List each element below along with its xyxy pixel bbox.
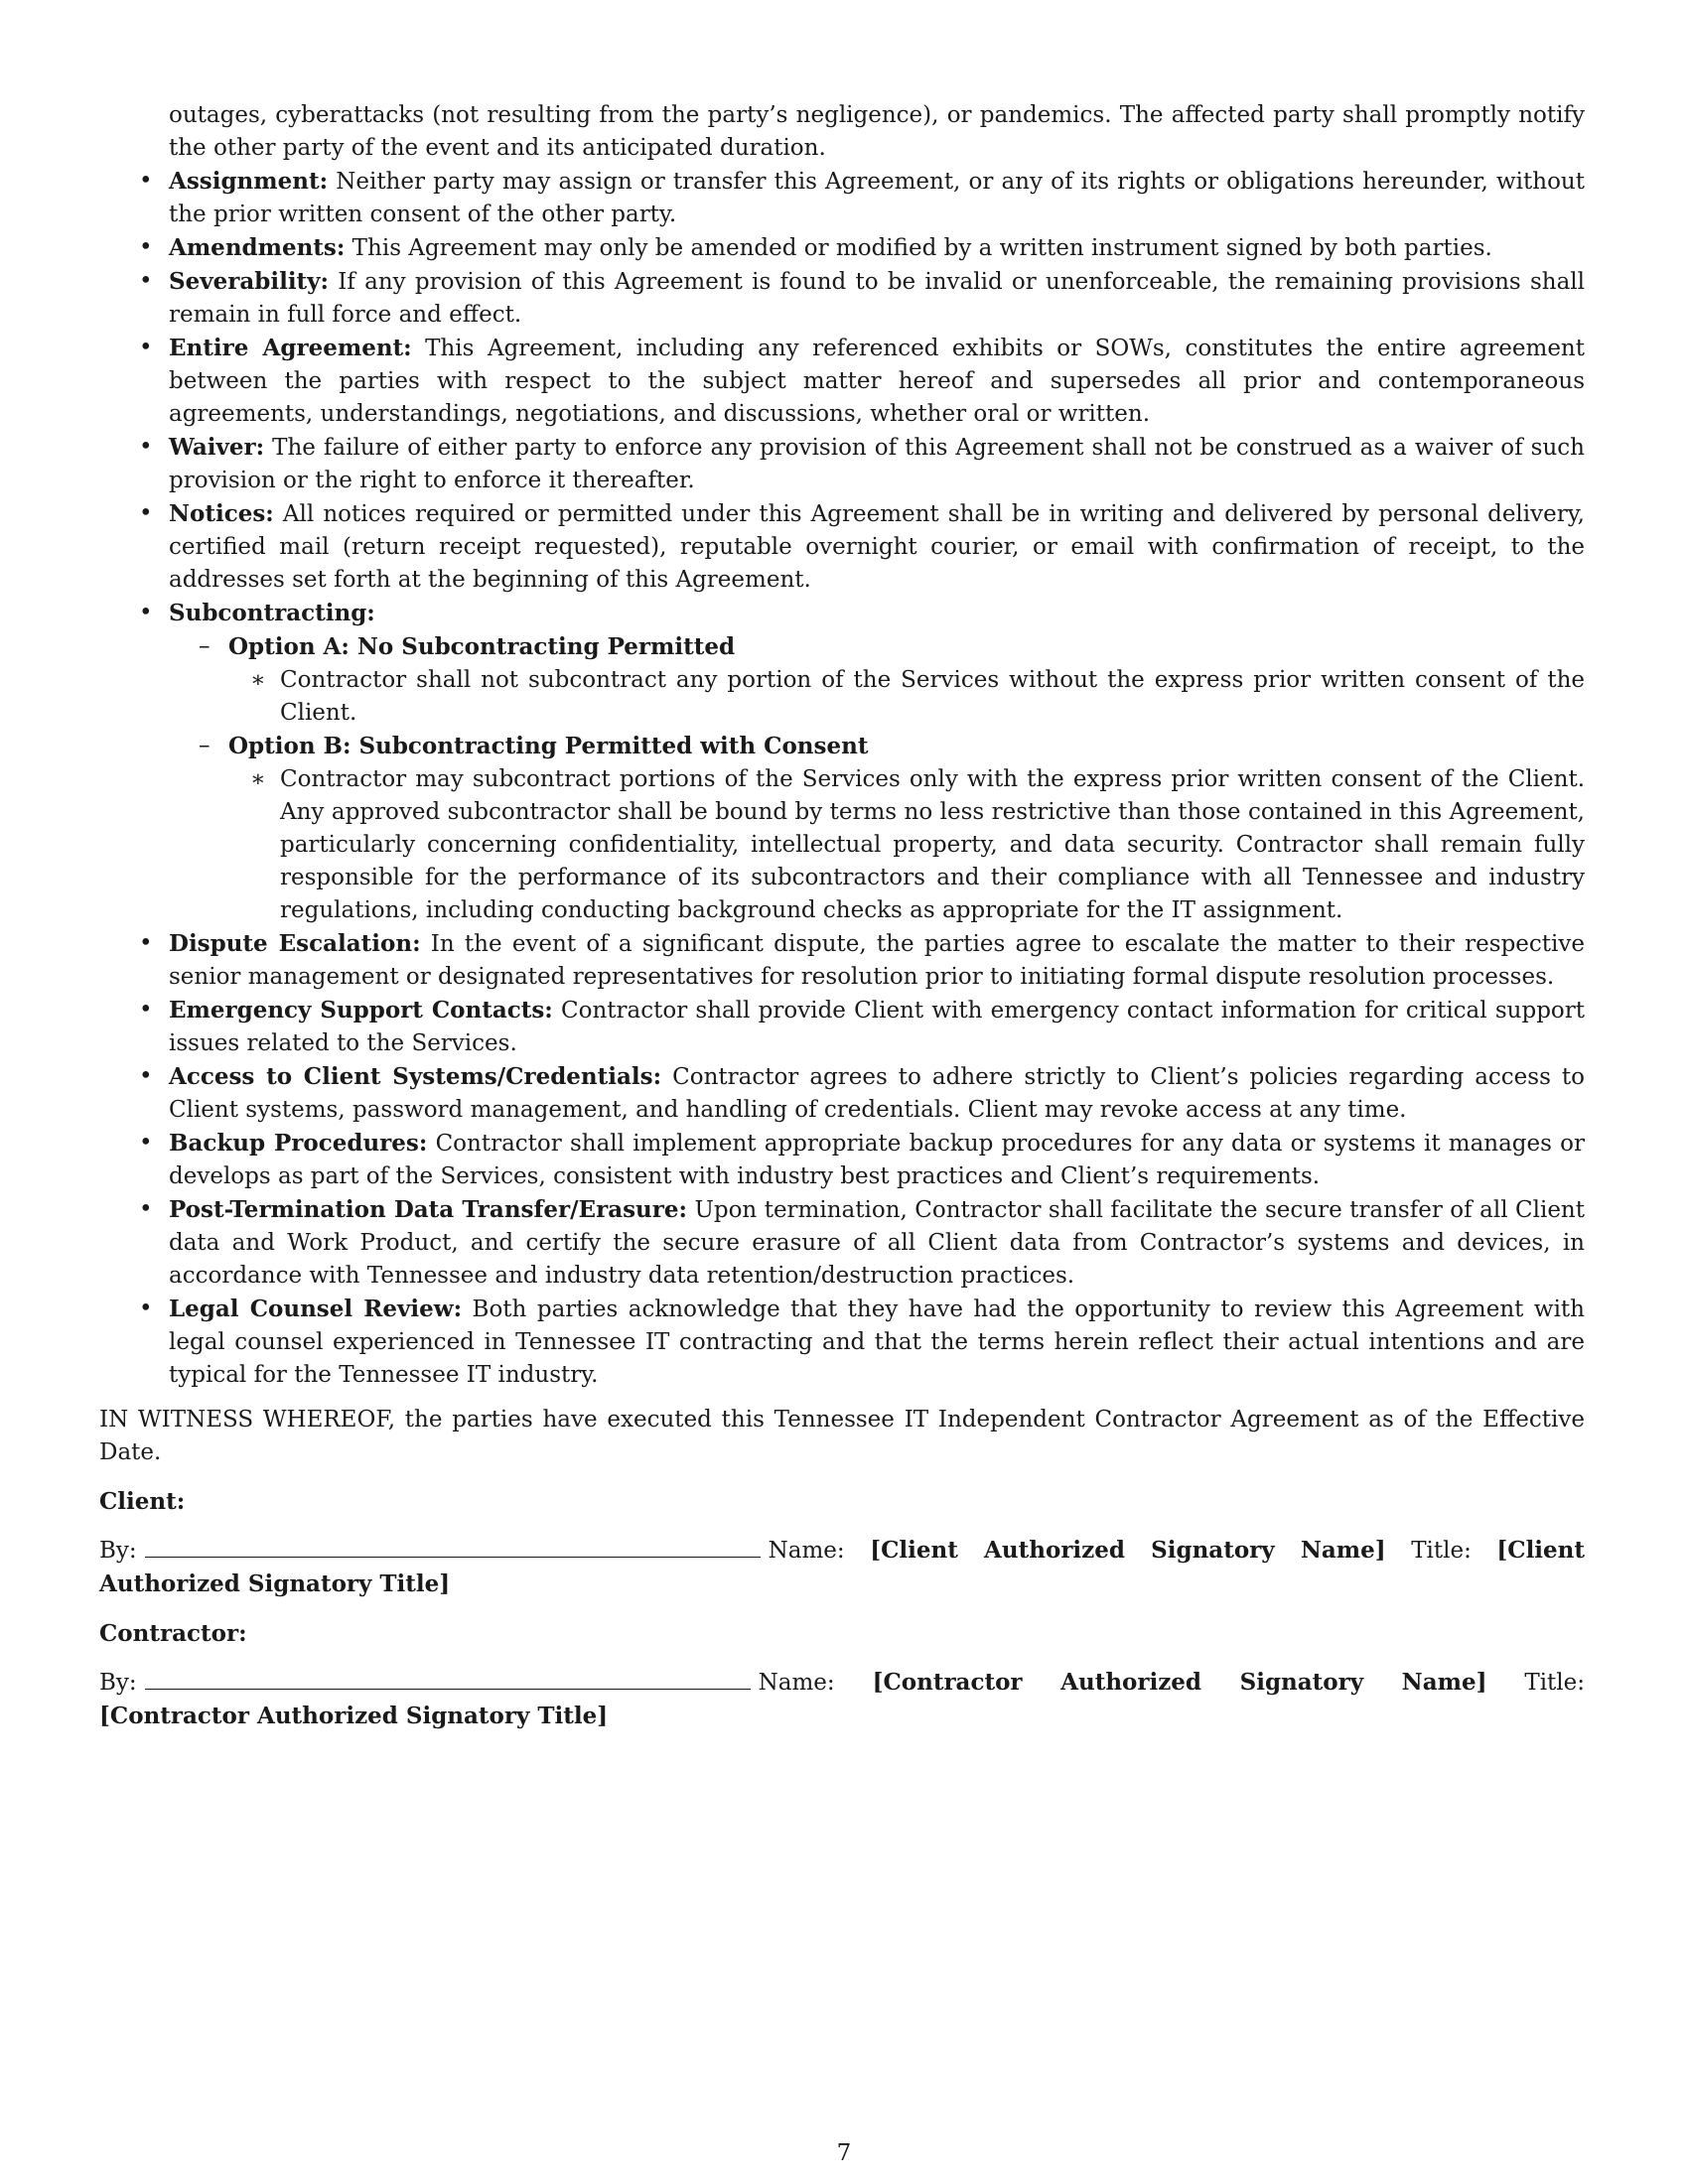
clause-title: Entire Agreement: [169,335,412,361]
clause-title: Assignment: [169,168,329,195]
clause-title: Emergency Support Contacts: [169,997,553,1024]
client-name-value: [Client Authorized Signatory Name] [870,1537,1386,1564]
clause-text: In the event of a significant dispute, the parties agree to escalate the matter to their respective senior management or designated representatives for resolution prior to initiating formal dispute resolution processes. [169,931,1585,990]
client-signature-block [99,1534,1585,1601]
clause-title: Legal Counsel Review: [169,1296,463,1322]
clause-dispute-escalation [99,927,1585,994]
option-title: Option A: No Subcontracting Permitted [228,633,736,660]
clause-text: The failure of either party to enforce any provision of this Agreement shall not be construed as a waiver of such provision or the right to enforce it thereafter. [169,435,1585,493]
clause-title: Post-Termination Data Transfer/Erasure: [169,1196,688,1223]
clause-access-credentials [99,1060,1585,1127]
clause-text: Neither party may assign or transfer this Agreement, or any of its rights or obligations hereunder, without the prior written consent of the other party. [169,169,1585,227]
clause-title: Dispute Escalation: [169,930,421,957]
clause-backup-procedures [99,1127,1585,1193]
clause-text: Contractor agrees to adhere strictly to Client’s policies regarding access to Client systems, password management, and handling of credentials. Client may revoke access at any time. [169,1064,1586,1123]
clause-title: Backup Procedures: [169,1130,428,1157]
option-a-text: ∗ Contractor shall not subcontract any portion of the Services without the express prior written consent of the Client. [228,664,1585,730]
client-signature-line[interactable] [145,1535,761,1558]
name-label: Name: [758,1670,835,1696]
clause-text: This Agreement may only be amended or modified by a written instrument signed by both parties. [345,235,1492,261]
force-majeure-continuation [99,99,1585,165]
clause-text: Both parties acknowledge that they have had the opportunity to review this Agreement with legal counsel experienced in Tennessee IT contracting and that the terms herein reflect their actual intentions and are typical for the Tennessee IT industry. [169,1297,1585,1388]
document-page [99,99,1585,1733]
witness-statement: IN WITNESS WHEREOF, the parties have executed this Tennessee IT Independent Contractor Agreement as of the Effective Date. [99,1407,1585,1465]
clause-title: Access to Client Systems/Credentials: [169,1063,662,1090]
clause-text: If any provision of this Agreement is found to be invalid or unenforceable, the remaining provisions shall remain in full force and effect. [169,269,1585,328]
client-heading: Client: [99,1488,186,1515]
clause-text: Contractor shall implement appropriate backup procedures for any data or systems it manages or develops as part of the Services, consistent with industry best practices and Client’s requirements. [169,1131,1585,1189]
clause-severability [99,265,1585,332]
option-a [169,630,1585,730]
contractor-signature-line[interactable] [145,1667,751,1690]
contractor-title-value: [Contractor Authorized Signatory Title] [99,1703,609,1729]
clause-text: This Agreement, including any referenced exhibits or SOWs, constitutes the entire agreement between the parties with respect to the subject matter hereof and supersedes all prior and contemporaneous agreements, understandings, negotiations, and discussions, whether oral or written. [169,336,1585,427]
clause-text: All notices required or permitted under this Agreement shall be in writing and delivered by personal delivery, certified mail (return receipt requested), reputable overnight courier, or email with confirmation of receipt, to the addresses set forth at the beginning of this Agreement. [169,501,1585,593]
clause-legal-counsel [99,1293,1585,1392]
clause-list [99,99,1585,1392]
title-label: Title: [1524,1670,1586,1696]
clause-subcontracting [99,597,1585,927]
clause-text: Upon termination, Contractor shall facilitate the secure transfer of all Client data and Work Product, and certify the secure erasure of all Client data from Contractor’s systems and devices, in accordance with Tennessee and industry data retention/destruction practices. [169,1197,1585,1289]
option-title: Option B: Subcontracting Permitted with Consent [228,733,869,759]
contractor-signature-block [99,1666,1585,1733]
contractor-heading: Contractor: [99,1620,247,1647]
clause-post-termination [99,1193,1585,1293]
clause-title: Waiver: [169,434,265,461]
clause-amendments [99,231,1585,265]
by-label: By: [99,1670,137,1696]
client-title-value: [Client Authorized Signatory Title] [99,1537,1586,1597]
clause-text: Contractor shall provide Client with emergency contact information for critical support issues related to the Services. [169,998,1585,1056]
clause-assignment [99,165,1585,231]
page-number: 7 [836,2140,852,2166]
option-b [169,730,1585,927]
name-label: Name: [768,1538,845,1564]
by-label: By: [99,1538,137,1564]
clause-title: Amendments: [169,234,346,261]
clause-waiver [99,431,1585,497]
clause-entire-agreement [99,332,1585,431]
subcontracting-options [169,630,1585,927]
clause-emergency-support [99,994,1585,1060]
contractor-name-value: [Contractor Authorized Signatory Name] [872,1669,1487,1696]
continuation-text: outages, cyberattacks (not resulting from the party’s negligence), or pandemics. The affected party shall promptly notify the other party of the event and its anticipated duration. [169,102,1585,161]
clause-title: Notices: [169,500,274,527]
title-label: Title: [1411,1538,1472,1564]
clause-notices [99,497,1585,597]
clause-title: Severability: [169,268,330,295]
option-b-text: ∗ Contractor may subcontract portions of the Services only with the express prior written consent of the Client. Any approved subcontractor shall be bound by terms no less restrictive than those contained in this Agreement, particularly concerning confidentiality, intellectual property, and data security. Contractor shall remain fully responsible for the performance of its subcontractors and their compliance with all Tennessee and industry regulations, including conducting background checks as appropriate for the IT assignment. [228,763,1585,927]
clause-title: Subcontracting: [169,600,375,626]
